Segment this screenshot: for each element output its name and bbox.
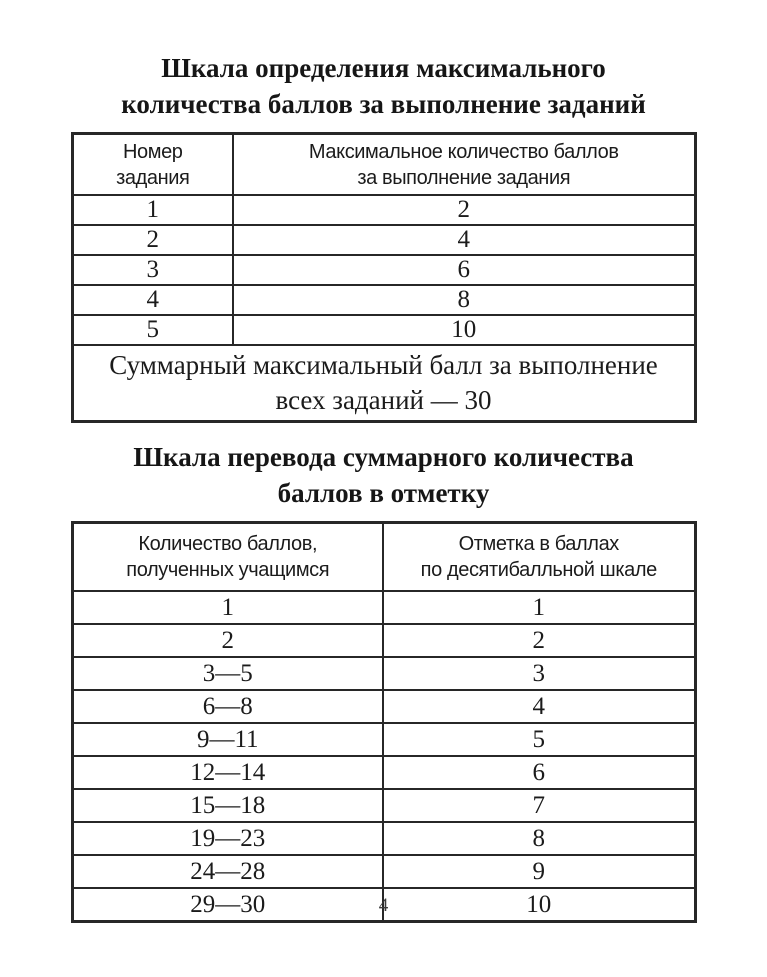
table-row (72, 225, 695, 255)
table-row (72, 285, 695, 315)
cell-task-number: 3 (72, 255, 233, 285)
cell-points-range: 6—8 (72, 690, 383, 723)
table-row (72, 195, 695, 225)
section1-title-line1: Шкала определения максимального (161, 53, 606, 83)
table-row (72, 690, 695, 723)
section2-title (72, 439, 695, 511)
header-text: задания (116, 166, 190, 189)
header-text: Номер (122, 140, 183, 163)
cell-mark: 9 (383, 855, 695, 888)
cell-max-points: 10 (233, 315, 695, 345)
table-row (72, 591, 695, 624)
cell-mark: 7 (383, 789, 695, 822)
cell-max-points: 2 (233, 195, 695, 225)
section1-title-line2: количества баллов за выполнение заданий (121, 89, 646, 119)
summary-text-line1: Суммарный максимальный балл за выполнение (109, 350, 658, 380)
section2-title-line1: Шкала перевода суммарного количества (133, 442, 634, 472)
summary-text-line2: всех заданий — 30 (275, 385, 492, 415)
header-text: Отметка в баллах (458, 533, 619, 555)
cell-points-range: 12—14 (72, 756, 383, 789)
table-row (72, 723, 695, 756)
cell-mark: 6 (383, 756, 695, 789)
cell-points-range: 3—5 (72, 657, 383, 690)
summary-cell (72, 345, 695, 422)
table-row (72, 756, 695, 789)
cell-mark: 1 (383, 591, 695, 624)
cell-task-number: 2 (72, 225, 233, 255)
cell-points-range: 19—23 (72, 822, 383, 855)
cell-mark: 4 (383, 690, 695, 723)
header-text: полученных учащимся (126, 559, 330, 581)
cell-max-points: 4 (233, 225, 695, 255)
header-text: Количество баллов, (138, 533, 318, 555)
cell-points-range: 29—30 (72, 888, 383, 922)
table-row (72, 255, 695, 285)
cell-task-number: 5 (72, 315, 233, 345)
cell-mark: 8 (383, 822, 695, 855)
cell-points-range: 9—11 (72, 723, 383, 756)
max-points-table (71, 132, 697, 423)
cell-points-range: 15—18 (72, 789, 383, 822)
section1-title (72, 50, 695, 122)
cell-points-range: 1 (72, 591, 383, 624)
header-text: по десятибалльной шкале (420, 559, 657, 581)
header-cell-task-number (72, 134, 233, 196)
table-row (72, 315, 695, 345)
header-cell-points-received (72, 523, 383, 592)
table-row (72, 822, 695, 855)
table-summary-row (72, 345, 695, 422)
cell-max-points: 6 (233, 255, 695, 285)
cell-task-number: 1 (72, 195, 233, 225)
cell-max-points: 8 (233, 285, 695, 315)
table-row (72, 789, 695, 822)
header-text: Максимальное количество баллов (308, 140, 619, 163)
table-row (72, 855, 695, 888)
table-row (72, 657, 695, 690)
cell-mark: 3 (383, 657, 695, 690)
table-header-row (72, 523, 695, 592)
score-to-mark-table (71, 521, 697, 923)
cell-points-range: 2 (72, 624, 383, 657)
page-number: 4 (378, 895, 389, 916)
table-header-row (72, 134, 695, 196)
cell-mark: 2 (383, 624, 695, 657)
section2-title-line2: баллов в отметку (277, 478, 490, 508)
cell-mark: 10 (383, 888, 695, 922)
table-row (72, 624, 695, 657)
cell-points-range: 24—28 (72, 855, 383, 888)
header-cell-max-points (233, 134, 695, 196)
header-cell-mark-ten-scale (383, 523, 695, 592)
cell-mark: 5 (383, 723, 695, 756)
header-text: за выполнение задания (357, 166, 571, 189)
cell-task-number: 4 (72, 285, 233, 315)
